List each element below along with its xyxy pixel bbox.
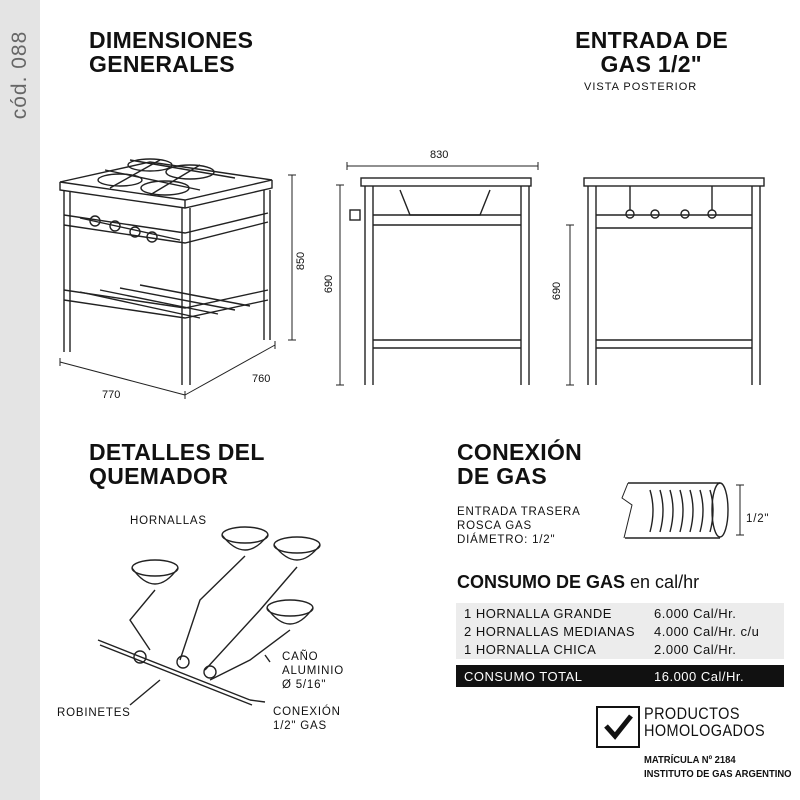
label-conexion-line2: 1/2" GAS <box>273 720 327 732</box>
row-value: 6.000 Cal/Hr. <box>654 606 737 621</box>
connection-line3: DIÁMETRO: 1/2" <box>457 534 556 546</box>
burner-heading-line2: QUEMADOR <box>89 463 229 489</box>
isometric-stove-drawing <box>60 159 296 399</box>
dim-height: 850 <box>295 251 308 271</box>
burner-heading-line1: DETALLES DEL <box>89 439 265 465</box>
consumption-table <box>456 603 784 687</box>
checkmark-icon <box>596 706 640 748</box>
label-cano-line2: ALUMINIO <box>282 665 344 677</box>
label-hornallas: HORNALLAS <box>130 515 207 527</box>
matricula: MATRÍCULA Nº 2184 <box>644 754 736 766</box>
table-row <box>456 622 784 640</box>
dim-front-width: 830 <box>430 149 449 161</box>
total-value: 16.000 Cal/Hr. <box>654 669 745 684</box>
gas-inlet-heading-line2: GAS 1/2" <box>600 51 702 77</box>
label-conexion-line1: CONEXIÓN <box>273 706 341 718</box>
label-robinetes: ROBINETES <box>57 707 131 719</box>
consumption-title <box>457 572 699 593</box>
consumption-rows <box>456 603 784 659</box>
product-code: cód. 088 <box>8 30 31 120</box>
dimensions-heading-line2: GENERALES <box>89 51 235 77</box>
label-conexion <box>273 705 341 733</box>
rear-view-drawing <box>566 178 764 385</box>
rear-view-caption: VISTA POSTERIOR <box>584 81 698 93</box>
label-cano-line1: CAÑO <box>282 651 319 663</box>
consumption-title-unit: en cal/hr <box>630 572 700 592</box>
label-cano-line3: Ø 5/16" <box>282 679 327 691</box>
dim-depth: 760 <box>252 373 271 385</box>
dim-width: 770 <box>102 389 121 401</box>
dim-rear-height: 690 <box>551 281 564 301</box>
front-view-drawing <box>336 162 538 385</box>
connection-line2: ROSCA GAS <box>457 520 532 532</box>
dim-front-height: 690 <box>323 274 336 294</box>
label-cano <box>282 650 344 692</box>
row-label: 1 HORNALLA GRANDE <box>464 606 612 621</box>
row-label: 2 HORNALLAS MEDIANAS <box>464 624 636 639</box>
certification-line1: PRODUCTOS <box>644 704 740 723</box>
table-row <box>456 640 784 658</box>
total-row <box>456 665 784 687</box>
connection-heading-line1: CONEXIÓN <box>457 439 583 465</box>
connection-heading-line2: DE GAS <box>457 463 547 489</box>
certification-line2: HOMOLOGADOS <box>644 721 766 740</box>
gas-inlet-heading-line1: ENTRADA DE <box>575 27 728 53</box>
row-label: 1 HORNALLA CHICA <box>464 642 597 657</box>
gas-hose-drawing <box>622 483 744 538</box>
dimensions-heading-line1: DIMENSIONES <box>89 27 254 53</box>
total-label: CONSUMO TOTAL <box>464 669 583 684</box>
connection-description <box>457 505 581 547</box>
institute: INSTITUTO DE GAS ARGENTINO <box>644 768 792 780</box>
certification-text <box>644 705 765 739</box>
table-row <box>456 604 784 622</box>
hose-size-label: 1/2" <box>746 513 770 525</box>
consumption-title-bold: CONSUMO DE GAS <box>457 572 626 592</box>
matricula-block <box>644 753 792 781</box>
row-value: 4.000 Cal/Hr. c/u <box>654 624 760 639</box>
connection-line1: ENTRADA TRASERA <box>457 506 581 518</box>
row-value: 2.000 Cal/Hr. <box>654 642 737 657</box>
